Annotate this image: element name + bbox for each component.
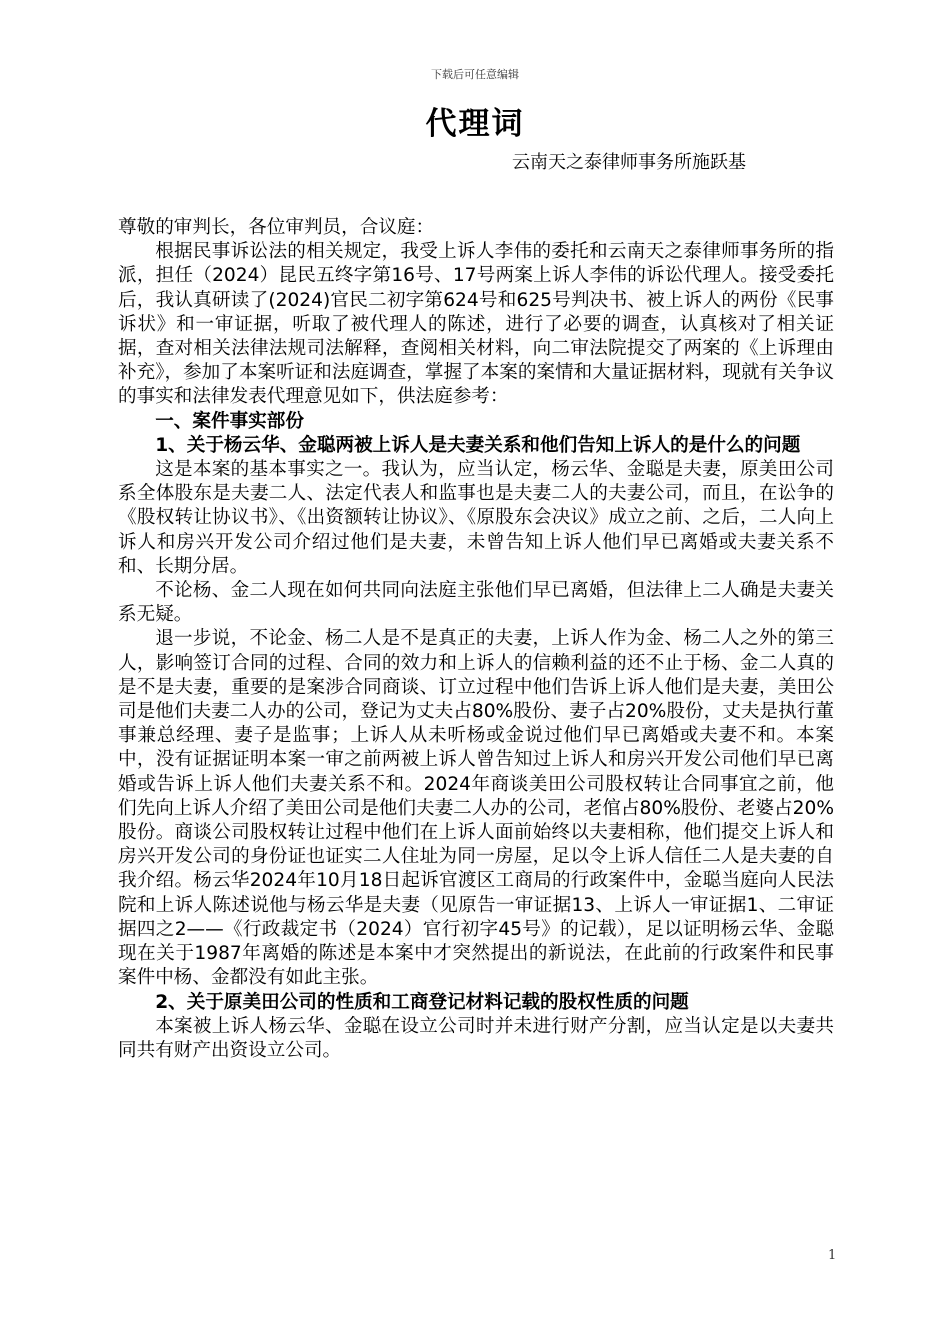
document-body [118, 216, 834, 1063]
salutation: 尊敬的审判长，各位审判员，合议庭： [118, 217, 435, 238]
paragraph-intro: 根据民事诉讼法的相关规定，我受上诉人李伟的委托和云南天之泰律师事务所的指派，担任（2024）昆民五终字第16号、17号两案上诉人李伟的诉讼代理人。接受委托后，我认真研读了(2024)官民二初字第624号和625号判决书、被上诉人的两份《民事诉状》和一审证据，听取了被代理人的陈述，进行了必要的调查，认真核对了相关证据，查对相关法律法规司法解释，查阅相关材料，向二审法院提交了两案的《上诉理由补充》，参加了本案听证和法庭调查，掌握了本案的案情和大量证据材料，现就有关争议的事实和法律发表代理意见如下，供法庭参考： [118, 241, 834, 408]
paragraph: 本案被上诉人杨云华、金聪在设立公司时并未进行财产分割，应当认定是以夫妻共同共有财产出资设立公司。 [118, 1015, 834, 1061]
section-heading: 一、案件事实部份 [155, 410, 304, 432]
page-number: 1 [828, 1248, 837, 1263]
paragraph: 退一步说，不论金、杨二人是不是真正的夫妻，上诉人作为金、杨二人之外的第三人，影响签订合同的过程、合同的效力和上诉人的信赖利益的还不止于杨、金二人真的是不是夫妻，重要的是案涉合同商谈、订立过程中他们告诉上诉人他们是夫妻，美田公司是他们夫妻二人办的公司，登记为丈夫占80%股份、妻子占20%股份，丈夫是执行董事兼总经理、妻子是监事；上诉人从未听杨或金说过他们早已离婚或夫妻不和。本案中，没有证据证明本案一审之前两被上诉人曾告知过上诉人和房兴开发公司他们早已离婚或告诉上诉人他们夫妻关系不和。2024年商谈美田公司股权转让合同事宜之前，他们先向上诉人介绍了美田公司是他们夫妻二人办的公司，老倌占80%股份、老婆占20%股份。商谈公司股权转让过程中他们在上诉人面前始终以夫妻相称，他们提交上诉人和房兴开发公司的身份证也证实二人住址为同一房屋，足以令上诉人信任二人是夫妻的自我介绍。杨云华2024年10月18日起诉官渡区工商局的行政案件中，金聪当庭向人民法院和上诉人陈述说他与杨云华是夫妻（见原告一审证据13、上诉人一审证据1、二审证据四之2——《行政裁定书（2024）官行初字45号》的记载），足以证明杨云华、金聪现在关于1987年离婚的陈述是本案中才突然提出的新说法，在此前的行政案件和民事案件中杨、金都没有如此主张。 [118, 628, 834, 989]
subsection-heading: 1、关于杨云华、金聪两被上诉人是夫妻关系和他们告知上诉人的是什么的问题 [155, 434, 801, 456]
author-line: 云南天之泰律师事务所施跃基 [512, 152, 746, 173]
document-title: 代理词 [425, 106, 525, 142]
subsection-heading: 2、关于原美田公司的性质和工商登记材料记载的股权性质的问题 [155, 991, 689, 1013]
page-header-note: 下载后可任意编辑 [431, 68, 519, 81]
paragraph: 不论杨、金二人现在如何共同向法庭主张他们早已离婚，但法律上二人确是夫妻关系无疑。 [118, 580, 834, 626]
paragraph: 这是本案的基本事实之一。我认为，应当认定，杨云华、金聪是夫妻，原美田公司系全体股东是夫妻二人、法定代表人和监事也是夫妻二人的夫妻公司，而且，在讼争的《股权转让协议书》、《出资额转让协议》、《原股东会决议》成立之前、之后，二人向上诉人和房兴开发公司介绍过他们是夫妻，未曾告知上诉人他们早已离婚或夫妻关系不和、长期分居。 [118, 459, 834, 577]
